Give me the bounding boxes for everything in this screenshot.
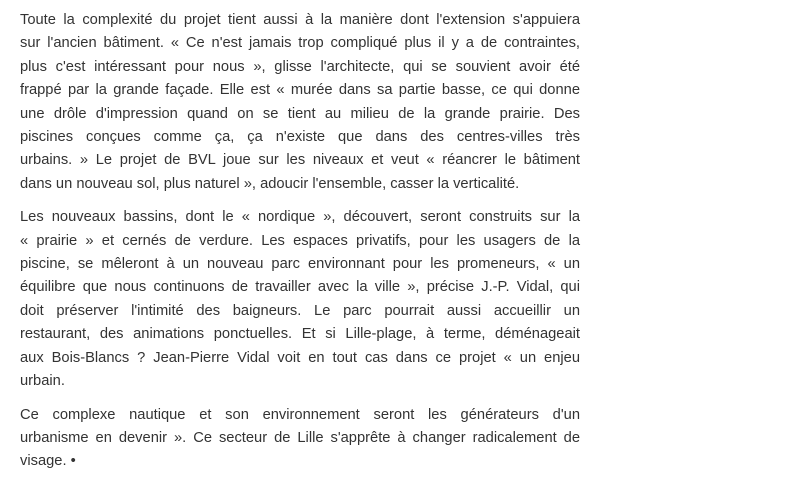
text-line: plus c'est intéressant pour nous », glisse l'architecte, qui se souvient avoir été — [20, 58, 580, 75]
text-line: urbain. — [20, 373, 65, 390]
text-line: piscines conçues comme ça, ça n'existe que dans des centres-villes très — [20, 129, 580, 146]
paragraph-2 — [20, 206, 580, 393]
text-line: aux Bois-Blancs ? Jean-Pierre Vidal voit en tout cas dans ce projet « un enjeu — [20, 349, 580, 366]
text-line: « prairie » et cernés de verdure. Les espaces privatifs, pour les usagers de la — [20, 232, 580, 249]
text-line: urbains. » Le projet de BVL joue sur les niveaux et veut « réancrer le bâtiment — [20, 152, 580, 169]
text-line: visage. • — [20, 453, 76, 470]
text-line: Ce complexe nautique et son environnement seront les générateurs d'un — [20, 406, 580, 423]
paragraph-3 — [20, 404, 580, 474]
text-line: une drôle d'impression quand on se tient au milieu de la grande prairie. Des — [20, 105, 580, 122]
text-line: dans un nouveau sol, plus naturel », adoucir l'ensemble, casser la verticalité. — [20, 175, 520, 192]
text-line: Les nouveaux bassins, dont le « nordique », découvert, seront construits sur la — [20, 209, 580, 226]
text-line: doit préserver l'intimité des baigneurs. Le parc pourrait aussi accueillir un — [20, 302, 580, 319]
text-line: piscine, se mêleront à un nouveau parc environnant pour les promeneurs, « un — [20, 256, 580, 273]
text-line: équilibre que nous continuons de travailler avec la ville », précise J.-P. Vidal, qui — [20, 279, 580, 296]
text-line: sur l'ancien bâtiment. « Ce n'est jamais trop compliqué plus il y a de contraintes, — [20, 35, 580, 52]
paragraph-1 — [20, 9, 580, 196]
article-body — [20, 9, 580, 484]
text-line: urbanisme en devenir ». Ce secteur de Lille s'apprête à changer radicalement de — [20, 429, 580, 446]
text-line: frappé par la grande façade. Elle est « murée dans sa partie basse, ce qui donne — [20, 82, 580, 99]
text-line: Toute la complexité du projet tient aussi à la manière dont l'extension s'appuiera — [20, 12, 580, 28]
text-line: restaurant, des animations ponctuelles. Et si Lille-plage, à terme, déménageait — [20, 326, 580, 343]
